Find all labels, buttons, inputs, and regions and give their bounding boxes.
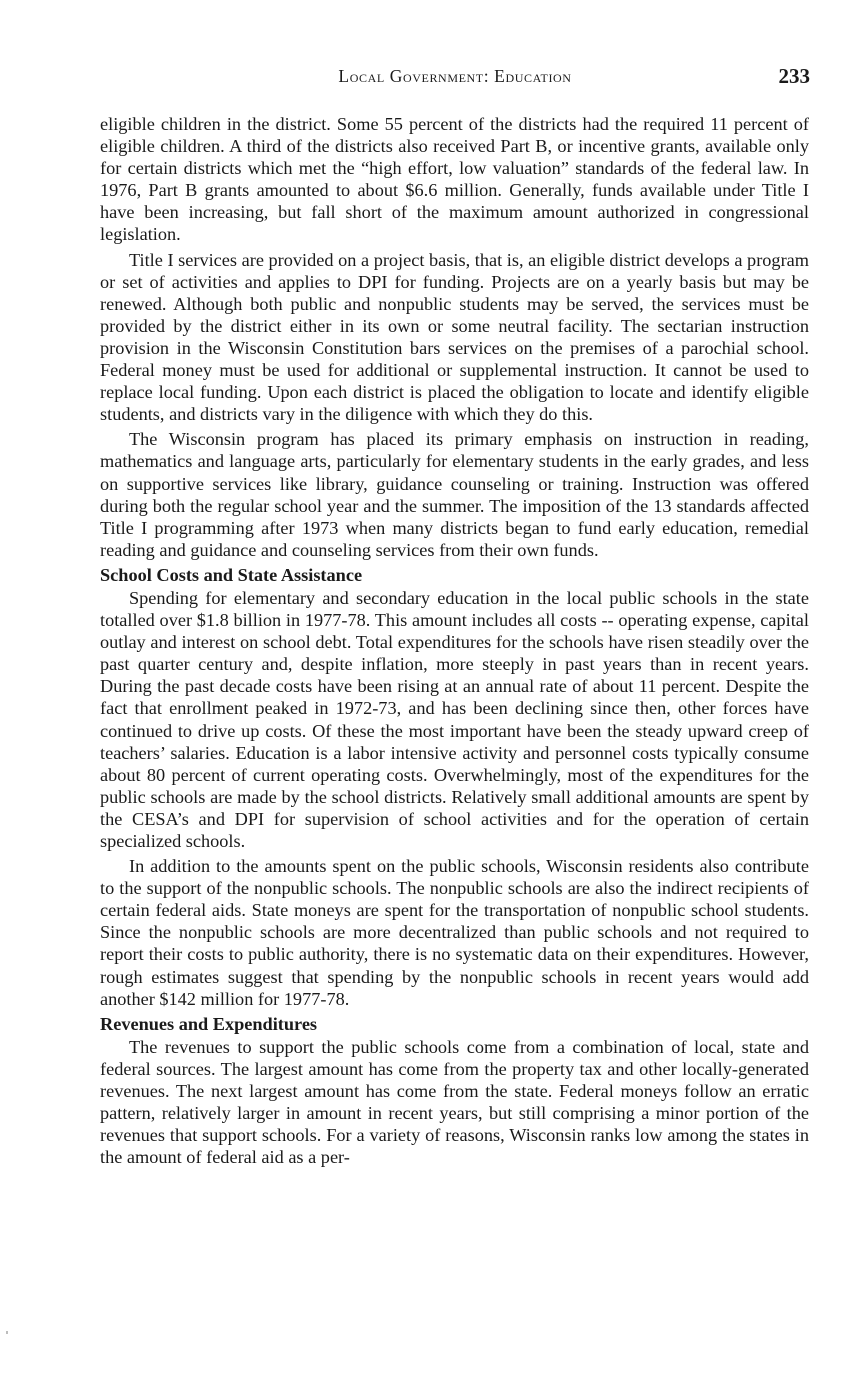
section-heading: School Costs and State Assistance — [100, 564, 363, 585]
paragraph: Title I services are provided on a project basis, that is, an eligible district develops a program or set of activities and applies to DPI for funding. Projects are on a yearly basis but may be renewed. Although both public and nonpublic students may be served, the services must be provided by the district either in its own or some neutral facility. The sectarian instruction provision in the Wisconsin Constitution bars services on the premises of a parochial school. Federal money must be used for additional or supplemental instruction. It cannot be used to replace local funding. Upon each district is placed the obligation to locate and identify eligible students, and districts vary in the diligence with which they do this. — [100, 249, 809, 425]
paragraph: The revenues to support the public schools come from a combination of local, state and federal sources. The largest amount has come from the property tax and other locally-generated revenues. The next largest amount has come from the state. Federal moneys follow an erratic pattern, relatively larger in amount in recent years, but still comprising a minor portion of the revenues that support schools. For a variety of reasons, Wisconsin ranks low among the states in the amount of federal aid as a per- — [100, 1036, 809, 1168]
paragraph: The Wisconsin program has placed its primary emphasis on instruction in reading, mathematics and language arts, particularly for elementary students in the early grades, and less on supportive services like library, guidance counseling or training. Instruction was offered during both the regular school year and the summer. The imposition of the 13 standards affected Title I programming after 1973 when many districts began to fund early education, remedial reading and guidance and counseling services from their own funds. — [100, 429, 809, 560]
page-number: 233 — [778, 64, 810, 88]
paragraph: eligible children in the district. Some 55 percent of the districts had the required 11 percent of eligible children. A third of the districts also received Part B, or incentive grants, available only for certain districts which met the “high effort, low valuation” standards of the federal law. In 1976, Part B grants amounted to about $6.6 million. Generally, funds available under Title I have been increasing, but fall short of the maximum amount authorized in congressional legislation. — [100, 114, 809, 245]
running-title: Local Government: Education — [338, 66, 572, 86]
running-header — [100, 64, 810, 90]
paragraph: Spending for elementary and secondary education in the local public schools in the state totalled over $1.8 billion in 1977-78. This amount includes all costs -- operating expense, capital outlay and interest on school debt. Total expenditures for the schools have risen steadily over the past quarter century and, despite inflation, more steeply in past years than in recent years. During the past decade costs have been rising at an annual rate of about 11 percent. Despite the fact that enrollment peaked in 1972-73, and has been declining since then, other forces have continued to drive up costs. Of these the most important have been the steady upward creep of teachers’ salaries. Education is a labor intensive activity and personnel costs typically consume about 80 percent of current operating costs. Overwhelmingly, most of the expenditures for the public schools are made by the school districts. Relatively small additional amounts are spent by the CESA’s and DPI for supervision of school activities and for the operation of certain specialized schools. — [100, 587, 809, 851]
body-text — [100, 113, 809, 1171]
scan-speck — [6, 1331, 8, 1334]
section-heading: Revenues and Expenditures — [100, 1013, 318, 1034]
paragraph: In addition to the amounts spent on the public schools, Wisconsin residents also contribute to the support of the nonpublic schools. The nonpublic schools are also the indirect recipients of certain federal aids. State moneys are spent for the transportation of nonpublic school students. Since the nonpublic schools are more decentralized than public schools and not required to report their costs to public authority, there is no systematic data on their expenditures. However, rough estimates suggest that spending by the nonpublic schools in recent years would add another $142 million for 1977-78. — [100, 856, 809, 1009]
